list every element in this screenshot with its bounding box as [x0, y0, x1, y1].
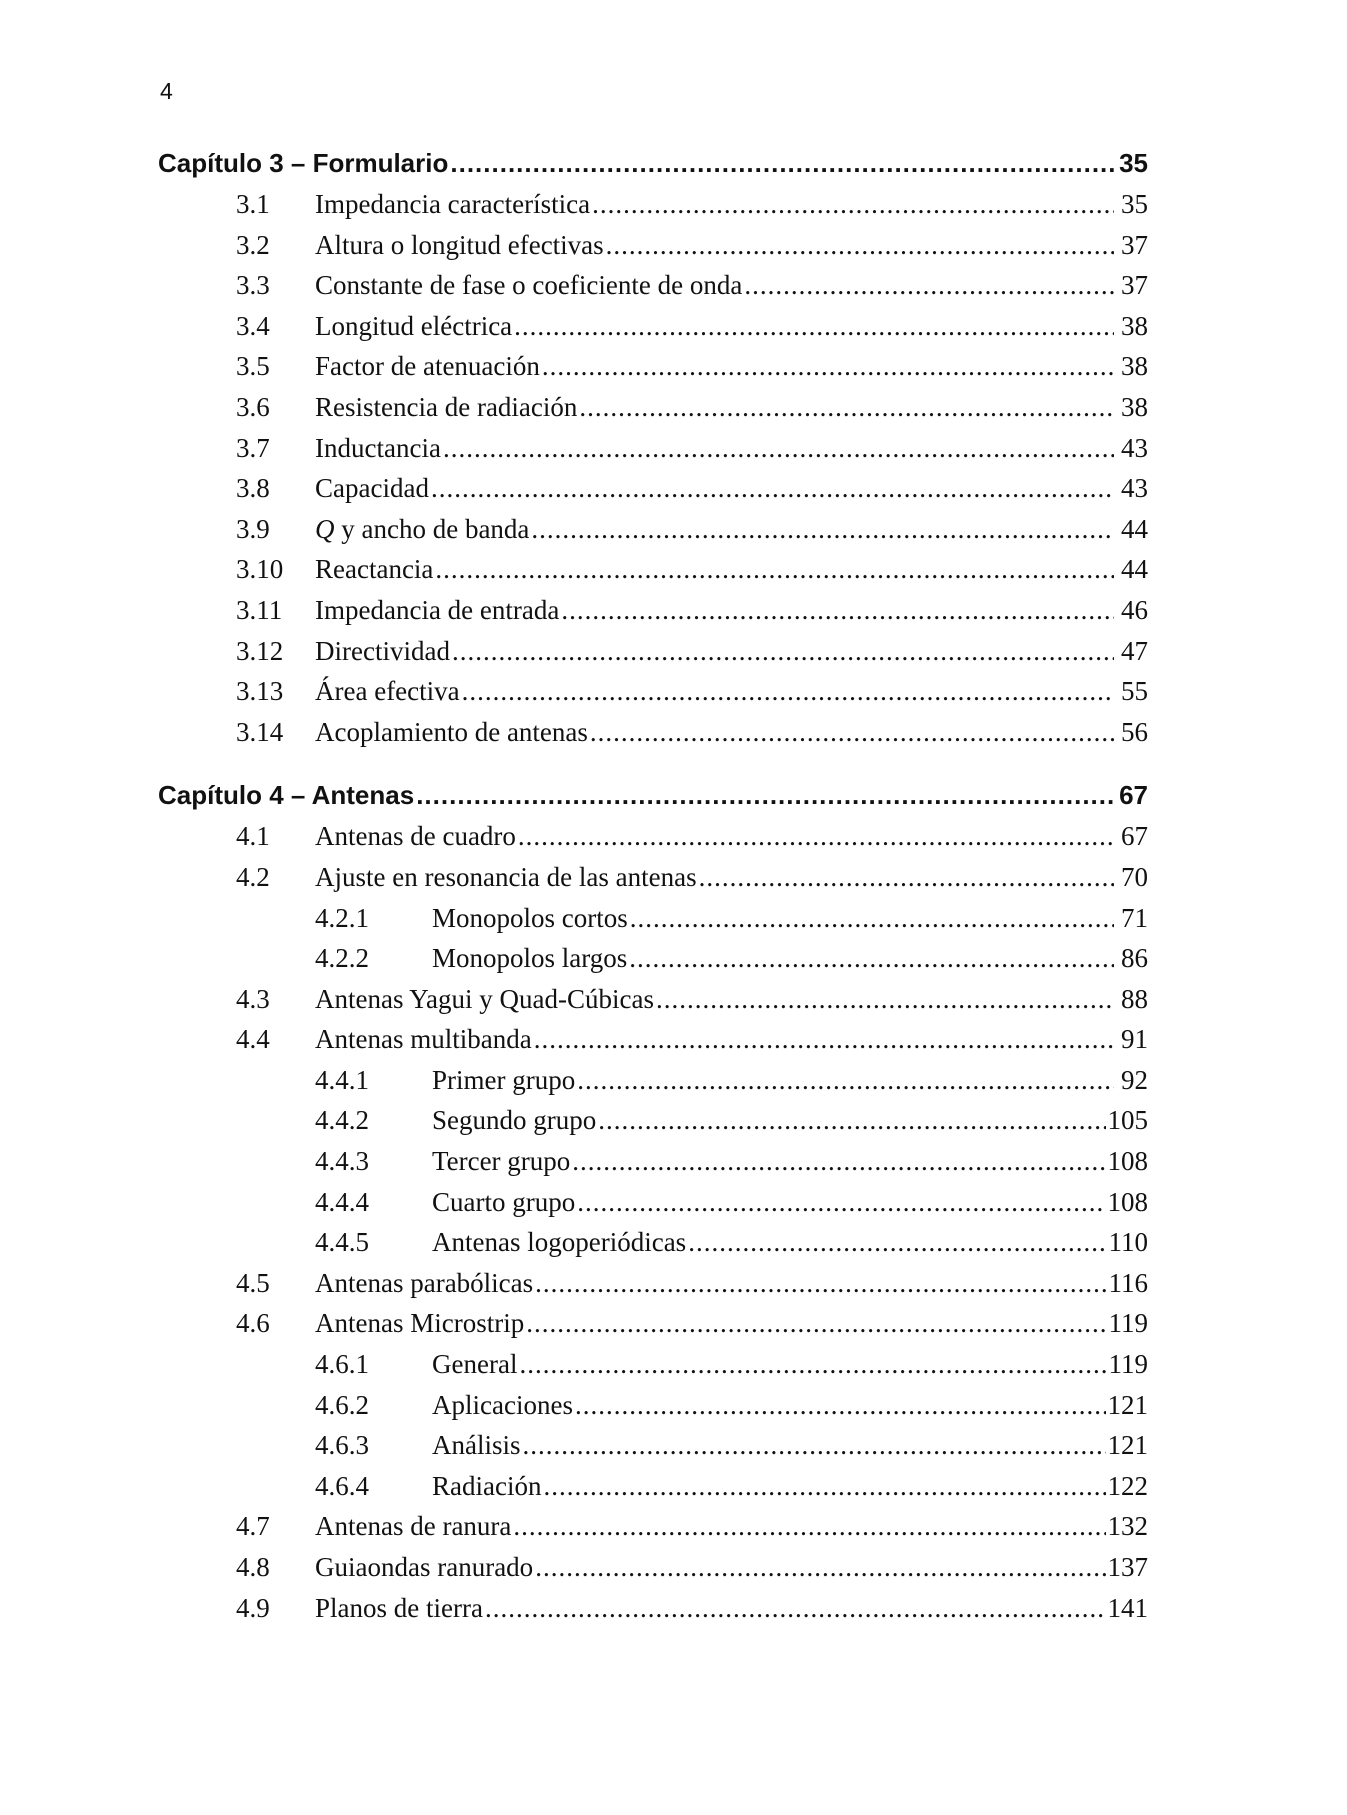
toc-entry-page: 119	[1108, 1349, 1148, 1380]
toc-entry-page: 116	[1108, 1267, 1148, 1298]
toc-entry-number: 4.6.3	[315, 1430, 369, 1461]
toc-dot-leader	[518, 816, 1114, 857]
toc-entry-number: 3.9	[236, 513, 270, 544]
toc-dot-leader	[443, 428, 1114, 469]
toc-chapter-entry	[158, 142, 1148, 184]
toc-entry-page: 38	[1121, 310, 1148, 341]
toc-entry-number: 4.4.4	[315, 1186, 369, 1217]
toc-section-entry	[158, 1303, 1148, 1344]
toc-dot-leader	[744, 265, 1114, 306]
toc-entry-title: Q y ancho de banda	[315, 513, 530, 544]
toc-dot-leader	[534, 1019, 1114, 1060]
toc-entry-page: 88	[1121, 983, 1148, 1014]
toc-subsection-entry	[158, 1182, 1148, 1223]
toc-dot-leader	[592, 184, 1114, 225]
toc-entry-title: Directividad	[315, 635, 450, 666]
toc-entry-page: 38	[1121, 351, 1148, 382]
toc-entry-title: Radiación	[432, 1470, 542, 1501]
toc-entry-title: Monopolos cortos	[432, 902, 628, 933]
toc-entry-number: 3.1	[236, 189, 270, 219]
toc-dot-leader	[629, 938, 1114, 979]
toc-section-entry	[158, 549, 1148, 590]
toc-entry-page: 35	[1119, 148, 1148, 178]
toc-entry-number: 3.7	[236, 432, 270, 463]
toc-entry-page: 67	[1121, 821, 1148, 852]
toc-entry-number: 4.2.1	[315, 902, 369, 933]
toc-subsection-entry	[158, 1344, 1148, 1385]
toc-section-entry	[158, 346, 1148, 387]
toc-chapter-entry	[158, 774, 1148, 816]
toc-dot-leader	[485, 1588, 1106, 1629]
toc-entry-title: Antenas de cuadro	[315, 821, 516, 852]
toc-section-entry	[158, 428, 1148, 469]
toc-entry-title: Ajuste en resonancia de las antenas	[315, 861, 697, 892]
toc-section-entry	[158, 387, 1148, 428]
toc-entry-page: 71	[1121, 902, 1148, 933]
toc-entry-page: 132	[1107, 1511, 1148, 1542]
toc-entry-number: 4.7	[236, 1511, 270, 1542]
toc-section-entry	[158, 816, 1148, 857]
toc-entry-page: 121	[1107, 1389, 1148, 1420]
toc-subsection-entry	[158, 938, 1148, 979]
toc-entry-page: 43	[1121, 432, 1148, 463]
toc-entry-page: 47	[1121, 635, 1148, 666]
toc-entry-number: 4.1	[236, 821, 270, 852]
toc-entry-number: 4.6.2	[315, 1389, 369, 1420]
toc-section-entry	[158, 468, 1148, 509]
toc-entry-title: Tercer grupo	[432, 1146, 571, 1177]
toc-dot-leader	[526, 1303, 1106, 1344]
toc-subsection-entry	[158, 1385, 1148, 1426]
toc-dot-leader	[531, 509, 1114, 550]
toc-entry-number: 3.12	[236, 635, 284, 666]
toc-dot-leader	[577, 1182, 1105, 1223]
toc-subsection-entry	[158, 1060, 1148, 1101]
toc-section-entry	[158, 1019, 1148, 1060]
toc-dot-leader	[523, 1425, 1106, 1466]
toc-dot-leader	[577, 1060, 1114, 1101]
toc-entry-page: 37	[1121, 270, 1148, 301]
toc-entry-page: 141	[1107, 1592, 1148, 1623]
toc-entry-page: 92	[1121, 1064, 1148, 1095]
toc-entry-page: 43	[1121, 473, 1148, 504]
toc-dot-leader	[452, 631, 1114, 672]
toc-entry-number: 4.6.4	[315, 1470, 369, 1501]
toc-section-entry	[158, 712, 1148, 753]
toc-entry-title: Capítulo 4 – Antenas	[158, 780, 415, 811]
toc-entry-title: Impedancia característica	[315, 189, 591, 219]
toc-section-entry	[158, 1506, 1148, 1547]
toc-dot-leader	[513, 1506, 1105, 1547]
toc-entry-title: Longitud eléctrica	[315, 310, 513, 341]
toc-entry-page: 86	[1121, 943, 1148, 974]
toc-dot-leader	[590, 712, 1114, 753]
toc-entry-title: Monopolos largos	[432, 943, 628, 974]
toc-entry-title: Antenas parabólicas	[315, 1267, 534, 1298]
toc-dot-leader	[462, 671, 1114, 712]
toc-entry-title: Análisis	[432, 1430, 521, 1461]
toc-entry-number: 4.4.2	[315, 1105, 369, 1136]
toc-entry-title: Segundo grupo	[432, 1105, 597, 1136]
toc-subsection-entry	[158, 1100, 1148, 1141]
toc-dot-leader	[514, 306, 1114, 347]
toc-dot-leader	[543, 1466, 1105, 1507]
toc-entry-title: Área efectiva	[315, 676, 460, 707]
toc-dot-leader	[535, 1263, 1106, 1304]
toc-entry-page: 91	[1121, 1024, 1148, 1055]
toc-entry-title: Primer grupo	[432, 1064, 576, 1095]
toc-entry-title: Planos de tierra	[315, 1592, 483, 1623]
toc-entry-number: 3.10	[236, 554, 284, 585]
toc-section-entry	[158, 1263, 1148, 1304]
toc-subsection-entry	[158, 1222, 1148, 1263]
toc-entry-title: Antenas logoperiódicas	[432, 1227, 687, 1258]
toc-entry-number: 3.8	[236, 473, 270, 504]
toc-entry-number: 3.5	[236, 351, 270, 382]
toc-entry-page: 137	[1107, 1552, 1148, 1582]
toc-dot-leader	[561, 590, 1114, 631]
toc-entry-title: Antenas Yagui y Quad-Cúbicas	[315, 983, 654, 1014]
toc-entry-number: 4.9	[236, 1592, 270, 1623]
toc-entry-title: Aplicaciones	[432, 1389, 573, 1420]
toc-section-entry	[158, 590, 1148, 631]
toc-entry-title: Altura o longitud efectivas	[315, 229, 604, 260]
toc-entry-number: 3.2	[236, 229, 270, 260]
toc-entry-number: 4.4.3	[315, 1146, 369, 1177]
toc-dot-leader	[606, 225, 1114, 266]
toc-entry-title: Capacidad	[315, 473, 429, 504]
toc-dot-leader	[699, 857, 1114, 898]
toc-dot-leader	[656, 979, 1114, 1020]
toc-entry-number: 4.2	[236, 861, 270, 892]
toc-entry-page: 38	[1121, 391, 1148, 422]
toc-entry-page: 55	[1121, 676, 1148, 707]
toc-entry-page: 70	[1121, 861, 1148, 892]
toc-entry-page: 119	[1108, 1308, 1148, 1339]
toc-entry-page: 105	[1107, 1105, 1148, 1136]
toc-subsection-entry	[158, 1141, 1148, 1182]
toc-section-entry	[158, 184, 1148, 225]
toc-entry-number: 3.6	[236, 391, 270, 422]
toc-dot-leader	[630, 898, 1114, 939]
toc-entry-title: Cuarto grupo	[432, 1186, 576, 1217]
toc-entry-title: Guiaondas ranurado	[315, 1552, 534, 1582]
toc-entry-number: 3.4	[236, 310, 270, 341]
toc-entry-page: 108	[1107, 1146, 1148, 1177]
toc-entry-title: General	[432, 1349, 518, 1380]
toc-entry-title: Antenas multibanda	[315, 1024, 532, 1055]
toc-entry-number: 4.8	[236, 1552, 270, 1582]
toc-entry-number: 3.3	[236, 270, 270, 301]
toc-dot-leader	[542, 346, 1114, 387]
toc-section-entry	[158, 857, 1148, 898]
toc-entry-number: 4.6	[236, 1308, 270, 1339]
toc-entry-number: 4.2.2	[315, 943, 369, 974]
toc-dot-leader	[688, 1222, 1106, 1263]
table-of-contents	[158, 142, 1148, 1628]
toc-section-entry	[158, 225, 1148, 266]
toc-entry-number: 3.13	[236, 676, 284, 707]
toc-section-entry	[158, 306, 1148, 347]
toc-entry-page: 122	[1107, 1470, 1148, 1501]
toc-section-entry	[158, 1588, 1148, 1629]
toc-entry-title: Factor de atenuación	[315, 351, 540, 382]
toc-entry-page: 44	[1121, 513, 1148, 544]
toc-entry-title: Antenas de ranura	[315, 1511, 512, 1542]
toc-entry-title: Constante de fase o coeficiente de onda	[315, 270, 743, 301]
toc-section-entry	[158, 265, 1148, 306]
toc-section-entry	[158, 509, 1148, 550]
toc-entry-page: 67	[1119, 780, 1148, 811]
toc-entry-page: 46	[1121, 594, 1148, 625]
toc-dot-leader	[519, 1344, 1106, 1385]
toc-entry-title: Impedancia de entrada	[315, 594, 560, 625]
toc-entry-title: Reactancia	[315, 554, 434, 585]
toc-entry-page: 110	[1108, 1227, 1148, 1258]
toc-entry-title: Acoplamiento de antenas	[315, 716, 588, 747]
toc-entry-page: 56	[1121, 716, 1148, 747]
toc-dot-leader	[579, 387, 1114, 428]
toc-dot-leader	[572, 1141, 1105, 1182]
toc-section-entry	[158, 1547, 1148, 1588]
toc-entry-number: 3.14	[236, 716, 284, 747]
toc-entry-number: 4.6.1	[315, 1349, 369, 1380]
toc-section-entry	[158, 671, 1148, 712]
toc-entry-number: 4.3	[236, 983, 270, 1014]
toc-dot-leader	[598, 1100, 1105, 1141]
toc-entry-title: Inductancia	[315, 432, 441, 463]
toc-entry-page: 108	[1107, 1186, 1148, 1217]
toc-entry-number: 4.4	[236, 1024, 270, 1055]
toc-entry-number: 4.4.5	[315, 1227, 369, 1258]
toc-subsection-entry	[158, 898, 1148, 939]
toc-entry-title: Capítulo 3 – Formulario	[158, 148, 449, 178]
toc-dot-leader	[450, 142, 1114, 184]
toc-entry-page: 44	[1121, 554, 1148, 585]
toc-dot-leader	[435, 549, 1114, 590]
page-number: 4	[160, 78, 173, 104]
toc-dot-leader	[431, 468, 1114, 509]
toc-subsection-entry	[158, 1425, 1148, 1466]
toc-entry-number: 4.5	[236, 1267, 270, 1298]
toc-entry-page: 35	[1121, 189, 1148, 219]
toc-dot-leader	[575, 1385, 1106, 1426]
toc-section-entry	[158, 631, 1148, 672]
toc-entry-title: Resistencia de radiación	[315, 391, 578, 422]
toc-section-entry	[158, 979, 1148, 1020]
toc-entry-number: 3.11	[236, 594, 283, 625]
toc-entry-page: 37	[1121, 229, 1148, 260]
toc-entry-title: Antenas Microstrip	[315, 1308, 525, 1339]
toc-subsection-entry	[158, 1466, 1148, 1507]
toc-entry-number: 4.4.1	[315, 1064, 369, 1095]
toc-entry-page: 121	[1107, 1430, 1148, 1461]
toc-dot-leader	[535, 1547, 1105, 1588]
toc-dot-leader	[416, 774, 1114, 816]
